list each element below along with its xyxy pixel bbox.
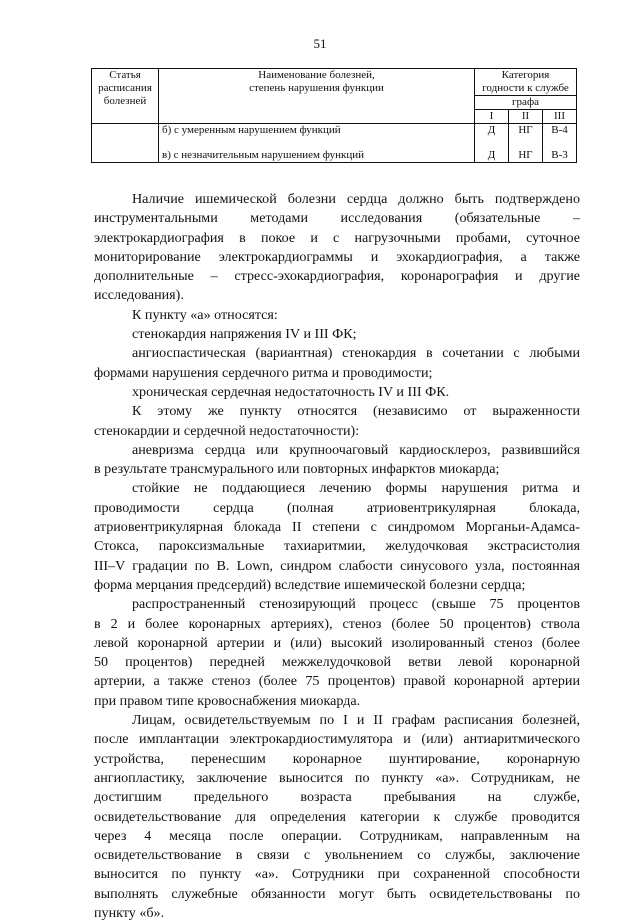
header-category-line: годности к службе (482, 82, 569, 94)
header-name-line: степень нарушения функции (249, 82, 384, 94)
text-line: стенокардии и сердечной недостаточности): (94, 422, 360, 439)
table-cell-grafa-1 (475, 124, 509, 163)
text-line: пункту «б». (94, 904, 165, 921)
header-category (475, 69, 577, 96)
header-roman-2: II (509, 110, 543, 124)
paragraph (94, 344, 580, 383)
paragraph (94, 306, 580, 325)
row-value: В-4 (551, 124, 568, 136)
row-label: б) с умеренным нарушением функций (162, 124, 341, 136)
document-body (94, 190, 580, 923)
text-line: достигшим предельного возраста пребывания на службе, (94, 789, 580, 806)
text-line: устройства, перенесшим коронарное шунтирование, коронарную (94, 750, 580, 767)
text-line: через 4 месяца после операции. Сотрудникам, направленным на (94, 827, 580, 844)
header-category-line: Категория (501, 69, 550, 81)
text-line: хроническая сердечная недостаточность IV и III ФК. (132, 383, 450, 400)
text-line: Стокса, пароксизмальные тахиаритмии, желудочковая экстрасистолия (94, 538, 580, 555)
text-line: ангиоспастическая (вариантная) стенокардия в сочетании с любыми (132, 345, 580, 362)
text-line: III–V градации по B. Lown, синдром слабости синусового узла, постоянная (94, 557, 580, 574)
text-line: выносится по пункту «а». Сотрудники при сохраненной способности (94, 866, 580, 883)
header-article-line: расписания (98, 82, 152, 94)
text-line: ангиопластику, заключение выносится по пункту «а». Сотрудникам, не (94, 769, 580, 786)
paragraph (94, 325, 580, 344)
text-line: К этому же пункту относятся (независимо от выраженности (132, 403, 580, 420)
text-line: атриовентрикулярная блокада II степени с синдромом Морганьи-Адамса- (94, 519, 580, 536)
row-gap (162, 137, 472, 149)
text-line: стойкие не поддающиеся лечению формы нарушения ритма и (132, 480, 580, 497)
text-line: освидетельствование для определения категории к службе проводится (94, 808, 580, 825)
table-row (92, 124, 577, 163)
row-value: НГ (518, 124, 533, 136)
row-value: НГ (518, 149, 533, 161)
paragraph (94, 383, 580, 402)
text-line: формами нарушения сердечного ритма и проводимости; (94, 364, 433, 381)
row-value: Д (487, 124, 496, 136)
row-gap (545, 137, 574, 149)
row-value: В-3 (551, 149, 568, 161)
page-number: 51 (313, 36, 327, 51)
header-roman-1: I (475, 110, 509, 124)
header-grafa: графа (475, 96, 577, 110)
row-value: Д (487, 149, 496, 161)
text-line: освидетельствование в связи с увольнением со службы, заключение (94, 847, 580, 864)
text-line: аневризма сердца или крупноочаговый кардиосклероз, развившийся (132, 441, 580, 458)
paragraph (94, 711, 580, 923)
text-line: артерии, а также стеноз (более 75 процентов) правой коронарной артерии (94, 673, 580, 690)
text-line: инструментальными методами исследования (обязательные – (94, 210, 580, 227)
paragraph (94, 190, 580, 306)
header-roman-3: III (543, 110, 577, 124)
paragraph (94, 402, 580, 441)
text-line: выполнять служебные обязанности могут быть освидетельствованы по (94, 885, 580, 902)
header-name-line: Наименование болезней, (258, 69, 375, 81)
table-cell-names (159, 124, 475, 163)
header-disease-name (159, 69, 475, 124)
text-line: мониторирование электрокардиограммы и эхокардиография, а также (94, 248, 580, 265)
text-line: Лицам, освидетельствуемым по I и II графам расписания болезней, (132, 712, 580, 729)
text-line: проводимости сердца (полная атриовентрикулярная блокада, (94, 499, 580, 516)
table-header-row (92, 69, 577, 96)
header-article (92, 69, 159, 124)
text-line: К пункту «а» относятся: (132, 306, 278, 323)
text-line: распространенный стенозирующий процесс (свыше 75 процентов (132, 596, 580, 613)
text-line: исследования). (94, 287, 184, 304)
paragraph (94, 441, 580, 480)
paragraph (94, 595, 580, 711)
header-article-line: болезней (103, 95, 147, 107)
table-cell-grafa-3 (543, 124, 577, 163)
text-line: после имплантации электрокардиостимулятора и (или) антиаритмического (94, 731, 580, 748)
row-gap (511, 137, 540, 149)
table-cell-article (92, 124, 159, 163)
row-gap (477, 137, 506, 149)
row-label: в) с незначительным нарушением функций (162, 149, 365, 161)
text-line: в результате трансмурального или повторных инфарктов миокарда; (94, 461, 500, 478)
text-line: левой коронарной артерии и (или) высокий изолированный стеноз (более (94, 634, 580, 651)
header-article-line: Статья (109, 69, 141, 81)
text-line: электрокардиография в покое и с нагрузочными пробами, суточное (94, 229, 580, 246)
paragraph (94, 479, 580, 595)
text-line: форма мерцания предсердий) вследствие ишемической болезни сердца; (94, 576, 526, 593)
schedule-table (91, 68, 577, 163)
text-line: стенокардия напряжения IV и III ФК; (132, 326, 357, 343)
text-line: Наличие ишемической болезни сердца должно быть подтверждено (132, 191, 580, 207)
table-cell-grafa-2 (509, 124, 543, 163)
text-line: 50 процентов) передней межжелудочковой ветви левой коронарной (94, 654, 580, 671)
text-line: в 2 и более коронарных артериях), стеноз (более 50 процентов) ствола (94, 615, 580, 632)
text-line: дополнительные – стресс-эхокардиография, коронарография и другие (94, 268, 580, 285)
text-line: при правом типе кровоснабжения миокарда. (94, 692, 361, 709)
